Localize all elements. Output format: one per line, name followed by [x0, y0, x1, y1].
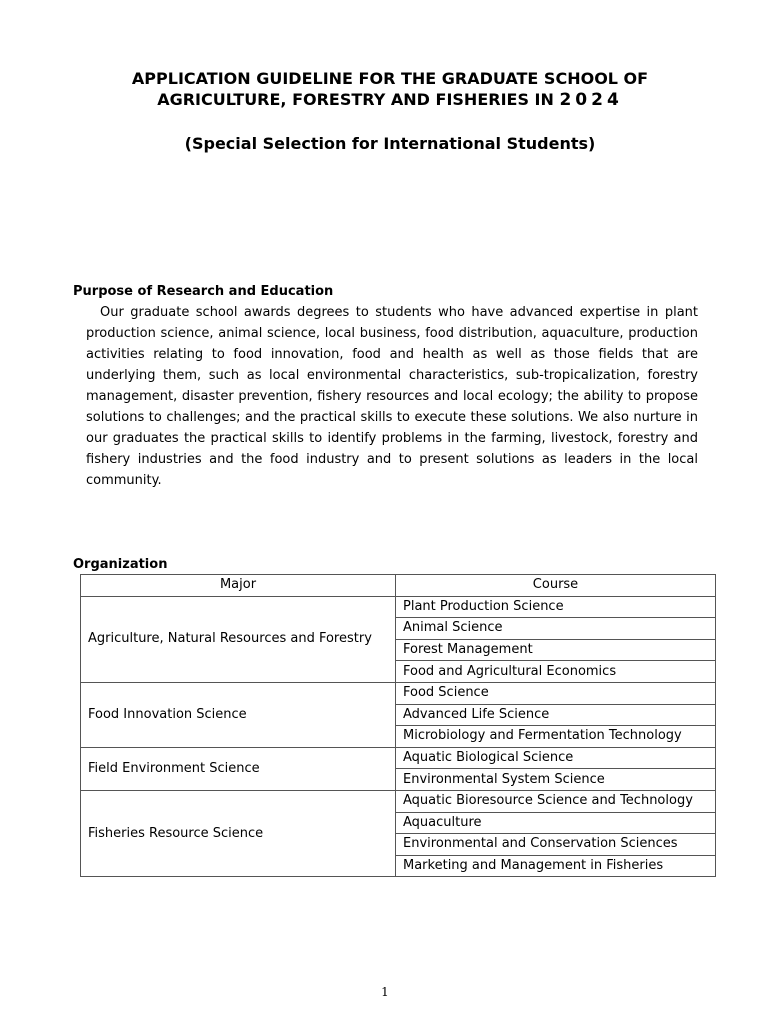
table-row	[81, 790, 716, 812]
course-column-header: Course	[396, 575, 716, 597]
table-row	[81, 747, 716, 769]
table-header-row	[81, 575, 716, 597]
course-cell: Environmental System Science	[396, 769, 716, 791]
course-cell: Plant Production Science	[396, 596, 716, 618]
purpose-paragraph: Our graduate school awards degrees to students who have advanced expertise in plant production science, animal science, local business, food distribution, aquaculture, production activities relating to food innovation, food and health as well as those fields that are underlying them, such as local environmental characteristics, sub-tropicalization, forestry management, disaster prevention, fishery resources and local ecology; the ability to propose solutions to challenges; and the practical skills to execute these solutions. We also nurture in our graduates the practical skills to identify problems in the farming, livestock, forestry and fishery industries and the food industry and to present solutions as leaders in the local community.	[86, 305, 698, 488]
course-cell: Advanced Life Science	[396, 704, 716, 726]
course-cell: Environmental and Conservation Sciences	[396, 834, 716, 856]
document-subtitle: (Special Selection for International Students)	[184, 134, 596, 153]
course-cell: Microbiology and Fermentation Technology	[396, 726, 716, 748]
organization-heading: Organization	[73, 557, 168, 572]
page-number: 1	[381, 985, 389, 999]
title-line-1: APPLICATION GUIDELINE FOR THE GRADUATE SCHOOL OF	[131, 69, 649, 88]
course-cell: Forest Management	[396, 639, 716, 661]
title-line-2	[40, 89, 740, 111]
major-cell: Agriculture, Natural Resources and Forestry	[81, 596, 396, 682]
course-cell: Aquatic Biological Science	[396, 747, 716, 769]
course-cell: Animal Science	[396, 618, 716, 640]
course-cell: Marketing and Management in Fisheries	[396, 855, 716, 877]
organization-table-body	[81, 596, 716, 877]
major-column-header: Major	[81, 575, 396, 597]
major-cell: Food Innovation Science	[81, 682, 396, 747]
course-cell: Aquaculture	[396, 812, 716, 834]
document-title	[40, 68, 740, 111]
table-row	[81, 596, 716, 618]
title-line-2-text: AGRICULTURE, FORESTRY AND FISHERIES IN	[157, 90, 554, 109]
title-year: 2024	[559, 90, 623, 110]
major-cell: Field Environment Science	[81, 747, 396, 790]
organization-table	[80, 574, 716, 877]
table-row	[81, 682, 716, 704]
course-cell: Food and Agricultural Economics	[396, 661, 716, 683]
course-cell: Food Science	[396, 682, 716, 704]
major-cell: Fisheries Resource Science	[81, 790, 396, 876]
course-cell: Aquatic Bioresource Science and Technology	[396, 790, 716, 812]
purpose-heading: Purpose of Research and Education	[73, 284, 334, 299]
